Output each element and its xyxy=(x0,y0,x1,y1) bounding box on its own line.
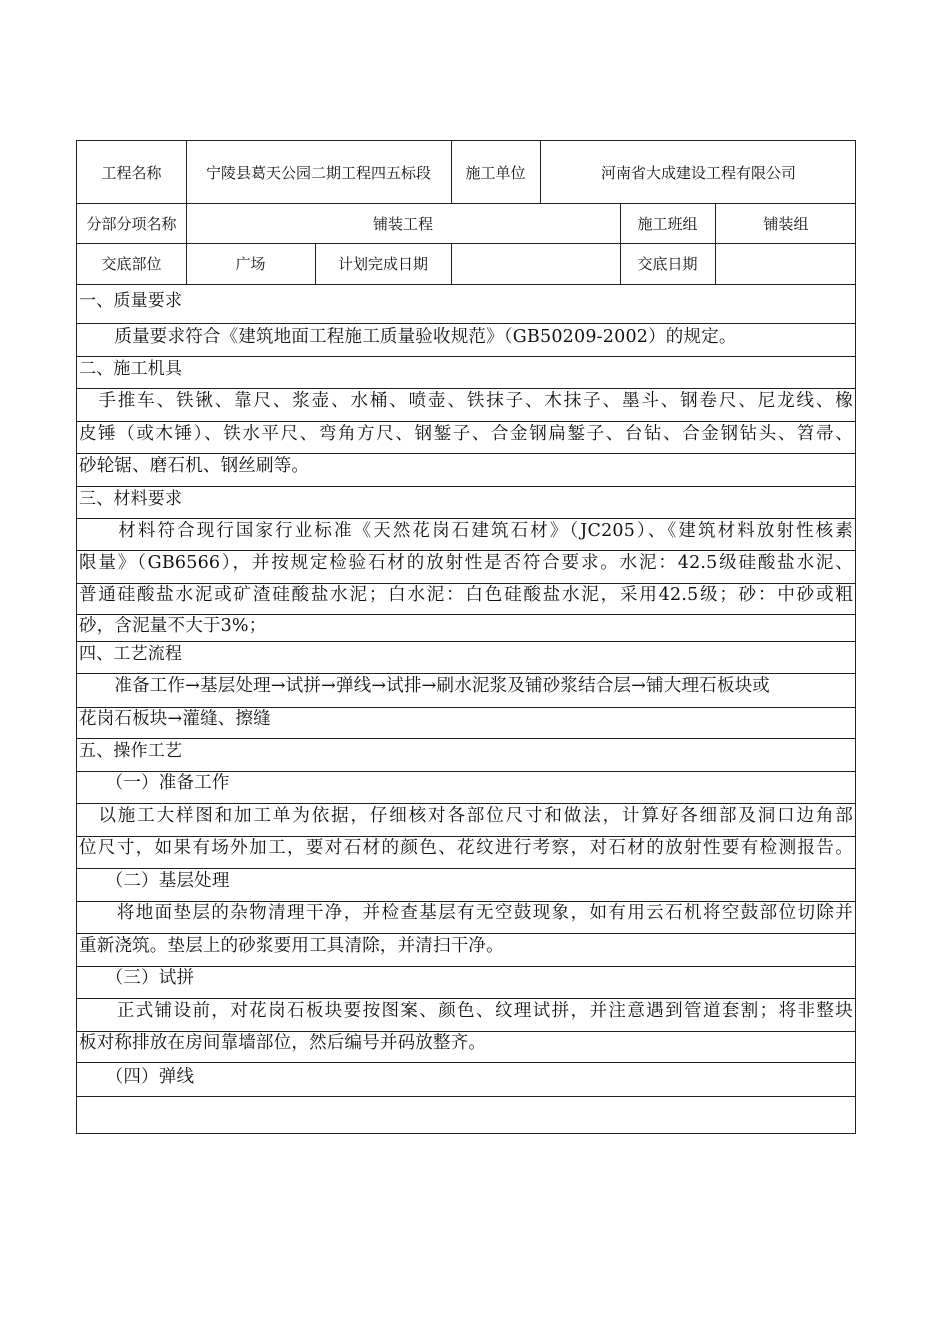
row-divider xyxy=(77,583,855,584)
row-divider xyxy=(77,550,855,551)
row-divider xyxy=(77,421,855,422)
contractor-value: 河南省大成建设工程有限公司 xyxy=(600,163,796,182)
section-materials-line: 砂，含泥量不大于3%； xyxy=(79,616,267,636)
row-divider xyxy=(77,803,855,804)
row-divider xyxy=(77,738,855,739)
row-divider xyxy=(77,453,855,454)
row-divider xyxy=(77,1062,855,1063)
row-divider xyxy=(77,901,855,902)
planned-date-value xyxy=(451,243,620,284)
location-label: 交底部位 xyxy=(101,255,162,273)
briefing-date-value xyxy=(715,243,857,284)
row-divider xyxy=(77,673,855,674)
section-tools-line: 手推车、铁锹、靠尺、浆壶、水桶、喷壶、铁抹子、木抹子、墨斗、钢卷尺、尼龙线、橡 xyxy=(79,391,853,411)
subsection-preparation-line: 以施工大样图和加工单为依据，仔细核对各部位尺寸和做法，计算好各细部及洞口边角部 xyxy=(79,806,853,826)
section-tools-line: 砂轮锯、磨石机、钢丝刷等。 xyxy=(79,456,310,476)
section-quality-line: 质量要求符合《建筑地面工程施工质量验收规范》（GB50209-2002）的规定。 xyxy=(79,327,737,347)
row-divider xyxy=(77,868,855,869)
subsection-base-line: 将地面垫层的杂物清理干净，并检查基层有无空鼓现象，如有用云石机将空鼓部位切除并 xyxy=(79,903,853,923)
subsection-preparation-title: （一）准备工作 xyxy=(79,773,230,793)
row-divider xyxy=(77,641,855,642)
team-label: 施工班组 xyxy=(637,214,698,233)
row-divider xyxy=(77,323,855,324)
row-divider xyxy=(77,356,855,357)
section-materials-line: 普通硅酸盐水泥或矿渣硅酸盐水泥；白水泥：白色硅酸盐水泥，采用42.5级；砂：中砂或粗 xyxy=(79,585,853,605)
row-divider xyxy=(77,1031,855,1032)
row-divider xyxy=(77,388,855,389)
row-divider xyxy=(77,998,855,999)
row-divider xyxy=(77,966,855,967)
row-divider xyxy=(77,284,855,285)
subsection-snapline-title: （四）弹线 xyxy=(79,1067,195,1087)
contractor-label: 施工单位 xyxy=(465,163,526,182)
section-materials-line: 材料符合现行国家行业标准《天然花岗石建筑石材》（JC205）、《建筑材料放射性核素 xyxy=(79,521,853,541)
section-process-title: 四、工艺流程 xyxy=(79,644,183,664)
row-divider xyxy=(77,933,855,934)
briefing-date-label: 交底日期 xyxy=(637,255,698,273)
row-divider xyxy=(77,707,855,708)
row-divider xyxy=(77,614,855,615)
section-materials-title: 三、材料要求 xyxy=(79,489,183,509)
subsection-preparation-line: 位尺寸，如果有场外加工，要对石材的颜色、花纹进行考察，对石材的放射性要有检测报告。 xyxy=(79,838,853,858)
row-divider xyxy=(77,1096,855,1097)
subsection-trial-title: （三）试拼 xyxy=(79,968,195,988)
section-tools-line: 皮锤（或木锤）、铁水平尺、弯角方尺、钢錾子、合金钢扁錾子、台钻、合金钢钻头、笤帚、 xyxy=(79,424,853,444)
location-value: 广场 xyxy=(235,255,266,273)
planned-date-label: 计划完成日期 xyxy=(337,255,428,273)
subsection-base-line: 重新浇筑。垫层上的砂浆要用工具清除，并清扫干净。 xyxy=(79,936,504,956)
row-divider xyxy=(77,518,855,519)
row-divider xyxy=(77,771,855,772)
section-process-line: 准备工作→基层处理→试拼→弹线→试排→刷水泥浆及铺砂浆结合层→铺大理石板块或 xyxy=(79,676,770,696)
subsection-base-title: （二）基层处理 xyxy=(79,871,230,891)
section-operation-title: 五、操作工艺 xyxy=(79,741,183,761)
subsection-trial-line: 板对称排放在房间靠墙部位，然后编号并码放整齐。 xyxy=(79,1033,487,1053)
project-name-value: 宁陵县葛天公园二期工程四五标段 xyxy=(205,163,431,182)
technical-briefing-table xyxy=(76,140,856,1134)
subdivision-label: 分部分项名称 xyxy=(86,214,177,233)
section-materials-line: 限量》（GB6566），并按规定检验石材的放射性是否符合要求。水泥：42.5级硅酸盐水泥、 xyxy=(79,553,853,573)
subsection-trial-line: 正式铺设前，对花岗石板块要按图案、颜色、纹理试拼，并注意遇到管道套割；将非整块 xyxy=(79,1001,853,1021)
row-divider xyxy=(77,486,855,487)
project-name-label: 工程名称 xyxy=(101,163,162,182)
section-process-line: 花岗石板块→灌缝、擦缝 xyxy=(79,709,271,729)
team-value: 铺装组 xyxy=(763,214,809,233)
subdivision-value: 铺装工程 xyxy=(372,214,433,233)
section-tools-title: 二、施工机具 xyxy=(79,359,183,379)
section-quality-title: 一、质量要求 xyxy=(79,291,183,311)
row-divider xyxy=(77,836,855,837)
